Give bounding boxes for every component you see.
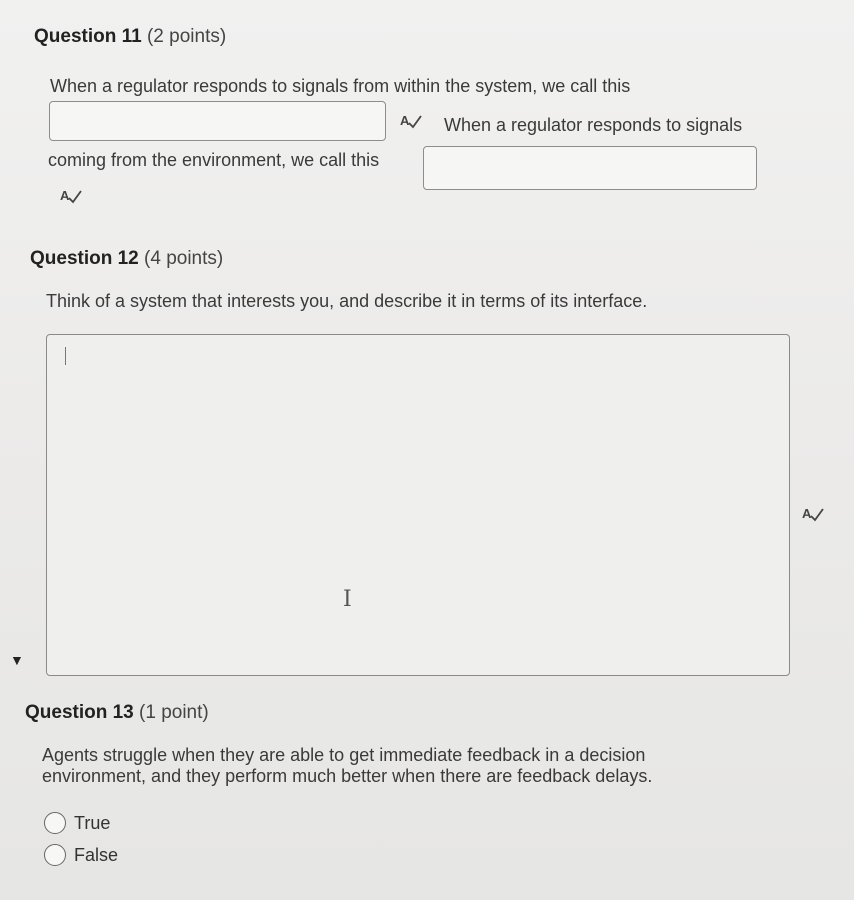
option-false[interactable] bbox=[44, 844, 118, 866]
spellcheck-icon[interactable] bbox=[802, 505, 824, 523]
question-number: Question 11 bbox=[34, 26, 142, 47]
question-11-title bbox=[34, 26, 226, 48]
question-13-title bbox=[25, 702, 209, 724]
question-points: (1 point) bbox=[139, 702, 209, 723]
question-number: Question 12 bbox=[30, 248, 139, 269]
question-11-text-3: coming from the environment, we call this bbox=[48, 150, 380, 170]
essay-answer-textarea[interactable] bbox=[46, 334, 790, 676]
text-caret bbox=[65, 347, 66, 365]
question-points: (4 points) bbox=[144, 248, 224, 269]
svg-text:A: A bbox=[60, 188, 70, 203]
question-points: (2 points) bbox=[146, 26, 227, 47]
spellcheck-icon[interactable] bbox=[400, 112, 422, 130]
svg-text:A: A bbox=[802, 506, 812, 521]
radio-button-false[interactable] bbox=[44, 844, 66, 866]
question-12-prompt: Think of a system that interests you, and describe it in terms of its interface. bbox=[46, 291, 648, 311]
spellcheck-icon[interactable] bbox=[60, 187, 82, 205]
ibeam-cursor-icon: I bbox=[343, 587, 352, 612]
question-11-text-1: When a regulator responds to signals from within the system, we call this bbox=[50, 76, 631, 96]
option-label: True bbox=[74, 812, 111, 833]
question-13-prompt-line-2: environment, and they perform much better when there are feedback delays. bbox=[42, 766, 653, 786]
flag-arrow-icon: ▼ bbox=[10, 652, 24, 668]
blank-1-input[interactable] bbox=[49, 101, 386, 141]
svg-text:A: A bbox=[400, 113, 410, 128]
question-13-prompt-line-1: Agents struggle when they are able to get immediate feedback in a decision bbox=[42, 745, 646, 765]
question-number: Question 13 bbox=[25, 702, 134, 723]
question-11-text-2: When a regulator responds to signals bbox=[444, 115, 743, 135]
question-12-title bbox=[30, 248, 223, 270]
radio-button-true[interactable] bbox=[44, 812, 66, 834]
option-label: False bbox=[74, 844, 119, 865]
blank-2-input[interactable] bbox=[423, 146, 757, 190]
option-true[interactable] bbox=[44, 812, 110, 834]
